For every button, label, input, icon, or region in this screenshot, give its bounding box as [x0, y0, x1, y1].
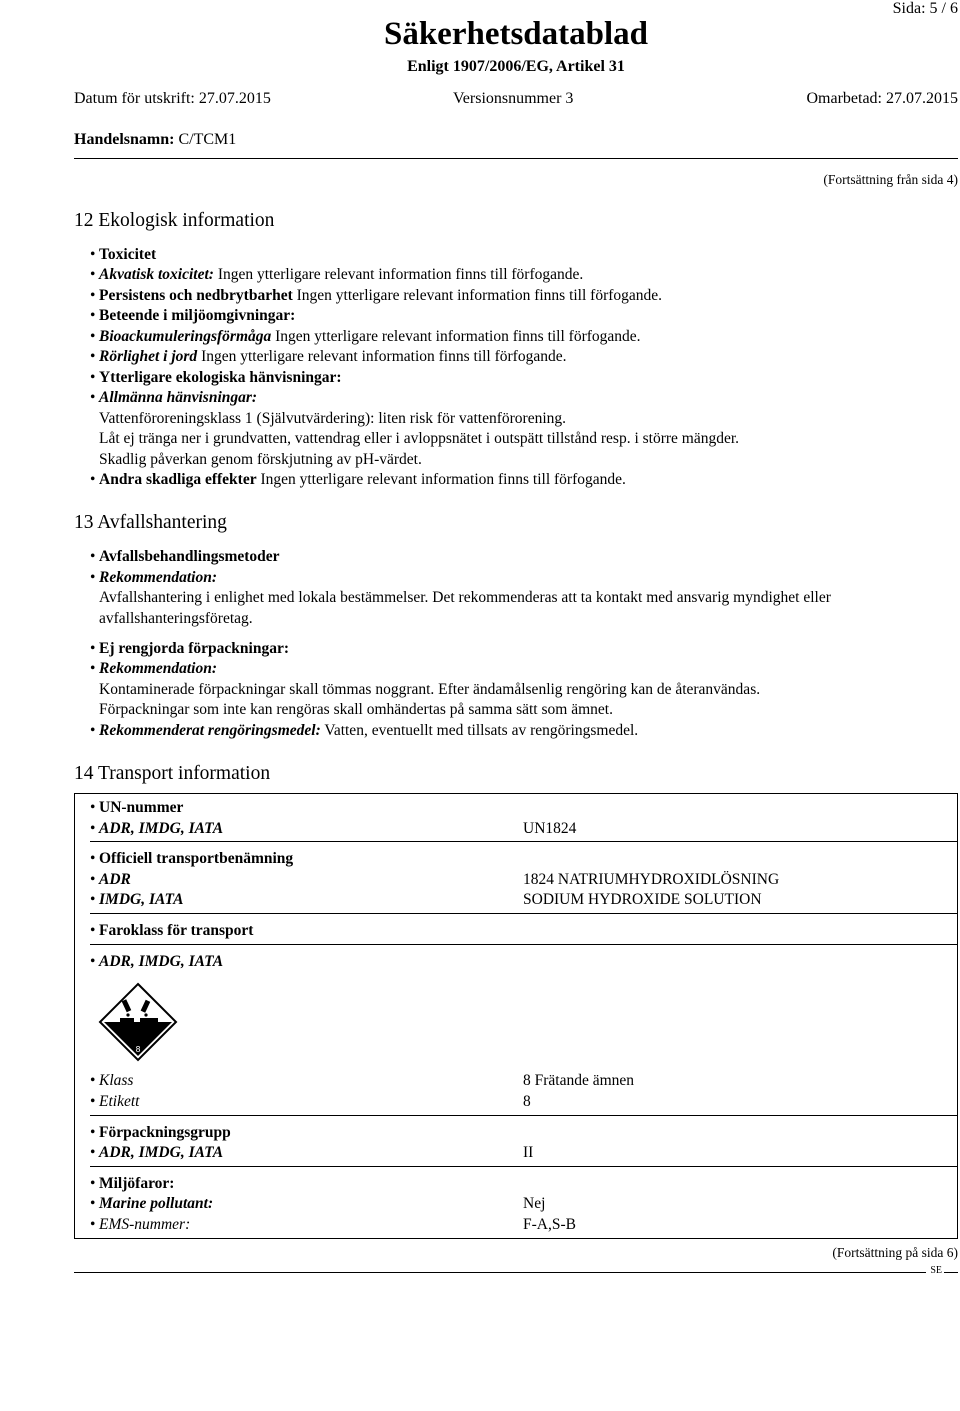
general-notes-line-1: Vattenföroreningsklass 1 (Självutvärdering): liten risk för vattenförorening.: [99, 410, 567, 427]
hazard-class-modes: ADR, IMDG, IATA: [99, 953, 224, 970]
packing-group-modes: ADR, IMDG, IATA: [99, 1144, 224, 1161]
bullet: •: [90, 1072, 96, 1089]
revised-date: Omarbetad: 27.07.2015: [806, 90, 958, 107]
continued-from: (Fortsättning från sida 4): [823, 172, 958, 187]
environmental-hazards-heading: Miljöfaror:: [99, 1175, 175, 1192]
persistence-text: Ingen ytterligare relevant information finns till förfogande.: [296, 287, 663, 304]
bullet: •: [90, 850, 96, 867]
packing-group-value: II: [523, 1144, 534, 1161]
bullet: •: [90, 1093, 96, 1110]
uncleaned-line-1: Kontaminerade förpackningar skall tömmas noggrant. Efter ändamålsenlig rengöring kan de återanvändas.: [99, 681, 761, 698]
bullet: •: [90, 307, 96, 324]
un-number-value: UN1824: [523, 820, 577, 837]
mobility-row: [99, 348, 566, 366]
transport-rule: [90, 1115, 958, 1116]
adr-shipping-name: 1824 NATRIUMHYDROXIDLÖSNING: [523, 871, 780, 888]
bullet: •: [90, 953, 96, 970]
other-effects-row: [99, 471, 626, 489]
class-value: 8 Frätande ämnen: [523, 1072, 635, 1089]
toxicity-heading: Toxicitet: [99, 246, 157, 263]
un-number-modes: ADR, IMDG, IATA: [99, 820, 224, 837]
bullet: •: [90, 569, 96, 586]
general-notes-line-2: Låt ej tränga ner i grundvatten, vattendrag eller i avloppsnätet i outspätt tillstånd resp. i större mängder.: [99, 430, 740, 447]
bullet: •: [90, 348, 96, 365]
trade-name-row: [74, 131, 236, 149]
adr-label: ADR: [99, 871, 131, 888]
bullet: •: [90, 820, 96, 837]
bullet: •: [90, 871, 96, 888]
mobility-text: Ingen ytterligare relevant information finns till förfogande.: [201, 348, 567, 365]
un-number-heading: UN-nummer: [99, 799, 184, 816]
bullet: •: [90, 922, 96, 939]
cleaning-agent-text: Vatten, eventuellt med tillsats av rengöringsmedel.: [324, 722, 639, 739]
uncleaned-packaging-heading: Ej rengjorda förpackningar:: [99, 640, 290, 657]
bioaccumulation-row: [99, 328, 641, 346]
general-notes-line-3: Skadlig påverkan genom förskjutning av pH-värdet.: [99, 451, 422, 468]
uncleaned-line-2: Förpackningar som inte kan rengöras skall omhändertas på samma sätt som ämnet.: [99, 701, 613, 718]
document-title: Säkerhetsdatablad: [383, 16, 649, 52]
bullet: •: [90, 722, 96, 739]
footer-rule-left: [74, 1272, 926, 1273]
marine-pollutant-value: Nej: [523, 1195, 546, 1212]
print-date: Datum för utskrift: 27.07.2015: [74, 90, 271, 107]
recommendation-label-2: Rekommendation:: [99, 660, 217, 677]
waste-methods-line-1: Avfallshantering i enlighet med lokala bestämmelser. Det rekommenderas att ta kontakt med ansvarig myndighet eller: [99, 589, 831, 606]
transport-rule: [90, 944, 958, 945]
bullet: •: [90, 1175, 96, 1192]
aquatic-toxicity-row: [99, 266, 583, 284]
general-notes-heading: Allmänna hänvisningar:: [99, 389, 258, 406]
page-number: Sida: 5 / 6: [892, 0, 958, 17]
aquatic-toxicity-text: Ingen ytterligare relevant information finns till förfogande.: [217, 266, 584, 283]
persistence-row: [99, 287, 662, 305]
waste-methods-line-2: avfallshanteringsföretag.: [99, 610, 253, 627]
bullet: •: [90, 266, 96, 283]
cleaning-agent-label: Rekommenderat rengöringsmedel:: [99, 722, 321, 739]
behaviour-heading: Beteende i miljöomgivningar:: [99, 307, 296, 324]
section-13-title: 13 Avfallshantering: [74, 512, 227, 533]
marine-pollutant-label: Marine pollutant:: [99, 1195, 214, 1212]
bullet: •: [90, 389, 96, 406]
ems-number-label: EMS-nummer:: [99, 1216, 191, 1233]
hazard-class-heading: Faroklass för transport: [99, 922, 254, 939]
bullet: •: [90, 1195, 96, 1212]
label-label: Etikett: [99, 1093, 140, 1110]
bullet: •: [90, 548, 96, 565]
pictogram-number: 8: [135, 1045, 141, 1054]
persistence-label: Persistens och nedbrytbarhet: [99, 287, 293, 304]
bullet: •: [90, 1144, 96, 1161]
bullet: •: [90, 369, 96, 386]
bullet: •: [90, 891, 96, 908]
bullet: •: [90, 1124, 96, 1141]
section-12-title: 12 Ekologisk information: [74, 210, 275, 231]
bioaccumulation-label: Bioackumuleringsförmåga: [99, 328, 272, 345]
aquatic-toxicity-label: Akvatisk toxicitet:: [99, 266, 214, 283]
bullet: •: [90, 1216, 96, 1233]
ems-number-value: F-A,S-B: [523, 1216, 576, 1233]
bullet: •: [90, 799, 96, 816]
header-rule: [74, 158, 958, 159]
corrosive-pictogram-icon: [98, 982, 178, 1062]
language-code: SE: [930, 1265, 942, 1276]
bullet: •: [90, 328, 96, 345]
cleaning-agent-row: [99, 722, 638, 740]
imdg-iata-shipping-name: SODIUM HYDROXIDE SOLUTION: [523, 891, 762, 908]
version-number: Versionsnummer 3: [453, 90, 574, 107]
mobility-label: Rörlighet i jord: [99, 348, 198, 365]
packing-group-heading: Förpackningsgrupp: [99, 1124, 231, 1141]
class-label: Klass: [99, 1072, 134, 1089]
bullet: •: [90, 287, 96, 304]
label-value: 8: [523, 1093, 531, 1110]
bullet: •: [90, 640, 96, 657]
bioaccumulation-text: Ingen ytterligare relevant information finns till förfogande.: [275, 328, 641, 345]
other-effects-label: Andra skadliga effekter: [99, 471, 257, 488]
waste-methods-heading: Avfallsbehandlingsmetoder: [99, 548, 280, 565]
bullet: •: [90, 471, 96, 488]
trade-name-label: Handelsnamn:: [74, 131, 175, 148]
transport-rule: [90, 1166, 958, 1167]
transport-rule: [90, 913, 958, 914]
continued-on: (Fortsättning på sida 6): [832, 1245, 958, 1260]
imdg-iata-label: IMDG, IATA: [99, 891, 184, 908]
shipping-name-heading: Officiell transportbenämning: [99, 850, 294, 867]
bullet: •: [90, 660, 96, 677]
bullet: •: [90, 246, 96, 263]
section-14-title: 14 Transport information: [74, 763, 271, 784]
document-subtitle: Enligt 1907/2006/EG, Artikel 31: [407, 58, 625, 75]
trade-name-value: C/TCM1: [178, 131, 237, 148]
recommendation-label: Rekommendation:: [99, 569, 217, 586]
footer-rule-right: [944, 1272, 958, 1273]
further-ecological-heading: Ytterligare ekologiska hänvisningar:: [99, 369, 342, 386]
other-effects-text: Ingen ytterligare relevant information finns till förfogande.: [260, 471, 626, 488]
transport-rule: [90, 841, 958, 842]
